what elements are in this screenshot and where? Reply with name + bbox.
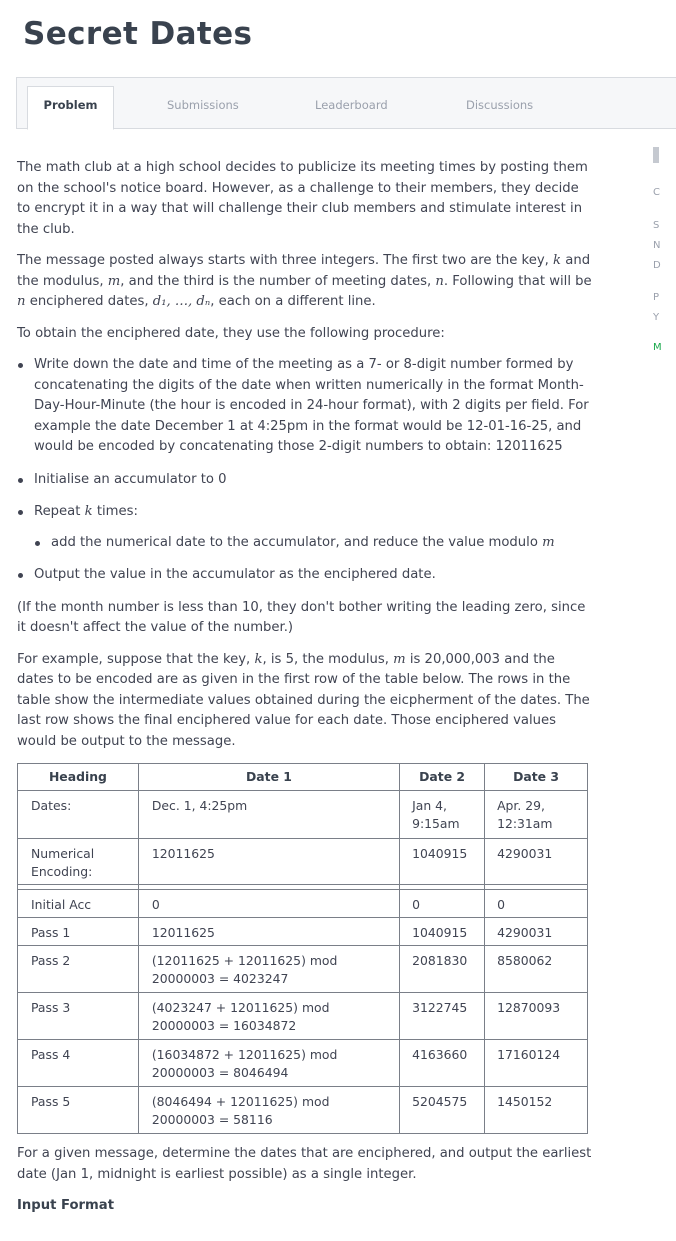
table-cell: Pass 2 [18,946,139,993]
table-row [18,918,588,946]
table-cell: Jan 4, 9:15am [400,791,485,839]
table-cell: 2081830 [400,946,485,993]
table-row [18,1040,588,1087]
sidebar-letter: P [653,292,660,303]
table-header: Date 2 [400,764,485,791]
table-cell: 4163660 [400,1040,485,1087]
list-item: add the numerical date to the accumulator, and reduce the value modulo m [34,533,595,554]
table-cell: 0 [138,890,399,918]
table-row [18,890,588,918]
intro-paragraph: The math club at a high school decides to publicize its meeting times by posting them on the school's notice board. However, as a challenge to their members, they decide to encrypt it in a way that will challenge their club members and stimulate interest in the club. [17,160,588,237]
table-cell: (4023247 + 12011625) mod 20000003 = 16034872 [138,993,399,1040]
var-n: n [435,273,444,289]
input-format-heading: Input Format [17,1198,114,1213]
var-m: m [542,534,555,550]
table-cell: Dec. 1, 4:25pm [138,791,399,839]
sidebar-letter: D [653,260,661,271]
table-cell: Pass 5 [18,1087,139,1134]
table-cell: 3122745 [400,993,485,1040]
sidebar-letter: N [653,240,661,251]
table-cell: Pass 1 [18,918,139,946]
tab-submissions[interactable]: Submissions [167,98,239,112]
page-title: Secret Dates [23,16,253,52]
table-row [18,1087,588,1134]
sidebar-link[interactable]: M [653,342,662,353]
table-cell: 12870093 [485,993,588,1040]
procedure-list [17,355,595,586]
table-header: Heading [18,764,139,791]
table-cell: Pass 3 [18,993,139,1040]
sidebar-letter: C [653,187,660,198]
list-item: Initialise an accumulator to 0 [17,470,595,491]
var-dates: d₁, …, dₙ [152,294,211,309]
var-m: m [393,651,406,667]
table-header: Date 3 [485,764,588,791]
table-cell: Pass 4 [18,1040,139,1087]
table-cell: 5204575 [400,1087,485,1134]
sidebar-letter: S [653,220,660,231]
table-cell: 4290031 [485,839,588,885]
table-row [18,839,588,885]
table-cell: Apr. 29, 12:31am [485,791,588,839]
problem-statement [17,158,595,1217]
var-k: k [553,253,562,268]
tab-bar [16,77,676,129]
message-paragraph: The message posted always starts with three integers. The first two are the key, k and the modulus, m, and the third is the number of meeting dates, n. Following that will be n enciphered dates, d₁, …, dₙ, each on a different line. [17,253,592,309]
table-cell: 4290031 [485,918,588,946]
example-paragraph: For example, suppose that the key, k, is 5, the modulus, m is 20,000,003 and the dates to be encoded are as given in the first row of the table below. The rows in the table show the intermediate values obtained during the eicpherment of the dates. The last row shows the final enciphered value for each date. Those enciphered values would be output to the message. [17,651,590,749]
table-cell: 1040915 [400,918,485,946]
table-cell: (8046494 + 12011625) mod 20000003 = 58116 [138,1087,399,1134]
var-k: k [254,651,263,667]
var-m: m [107,273,121,289]
table-cell: 1040915 [400,839,485,885]
table-cell: (12011625 + 12011625) mod 20000003 = 4023247 [138,946,399,993]
table-row [18,946,588,993]
list-item: Write down the date and time of the meeting as a 7- or 8-digit number formed by concatenating the digits of the date when written numerically in the format Month-Day-Hour-Minute (the hour is encoded in 24-hour format), with 2 digits per field. For example the date December 1 at 4:25pm in the format would be 12-01-16-25, and would be encoded by concatenating those 2-digit numbers to obtain: 12011625 [17,355,595,458]
table-cell: 8580062 [485,946,588,993]
sidebar-button[interactable] [653,147,659,163]
tab-discussions[interactable]: Discussions [466,98,534,112]
table-cell: 1450152 [485,1087,588,1134]
table-header-row [18,764,588,791]
table-cell: 12011625 [138,918,399,946]
list-item: Repeat k times: add the numerical date to the accumulator, and reduce the value modulo m [17,502,595,553]
procedure-intro: To obtain the enciphered date, they use the following procedure: [17,325,445,341]
table-cell: 17160124 [485,1040,588,1087]
list-item: Output the value in the accumulator as the enciphered date. [17,565,595,586]
table-cell: Initial Acc [18,890,139,918]
table-cell: 12011625 [138,839,399,885]
table-row [18,791,588,839]
tab-problem[interactable]: Problem [27,86,114,130]
note-paragraph: (If the month number is less than 10, they don't bother writing the leading zero, since it doesn't affect the value of the number.) [17,599,586,635]
sidebar-letter: Y [653,312,660,323]
table-row [18,993,588,1040]
tab-leaderboard[interactable]: Leaderboard [315,98,388,112]
table-cell: Numerical Encoding: [18,839,139,885]
table-cell: (16034872 + 12011625) mod 20000003 = 8046494 [138,1040,399,1087]
table-cell: 0 [400,890,485,918]
example-table [17,763,588,1134]
table-header: Date 1 [138,764,399,791]
table-cell: 0 [485,890,588,918]
var-n: n [17,294,26,309]
task-paragraph: For a given message, determine the dates that are enciphered, and output the earliest date (Jan 1, midnight is earliest possible) as a single integer. [17,1146,592,1182]
var-k: k [84,504,93,519]
table-cell: Dates: [18,791,139,839]
